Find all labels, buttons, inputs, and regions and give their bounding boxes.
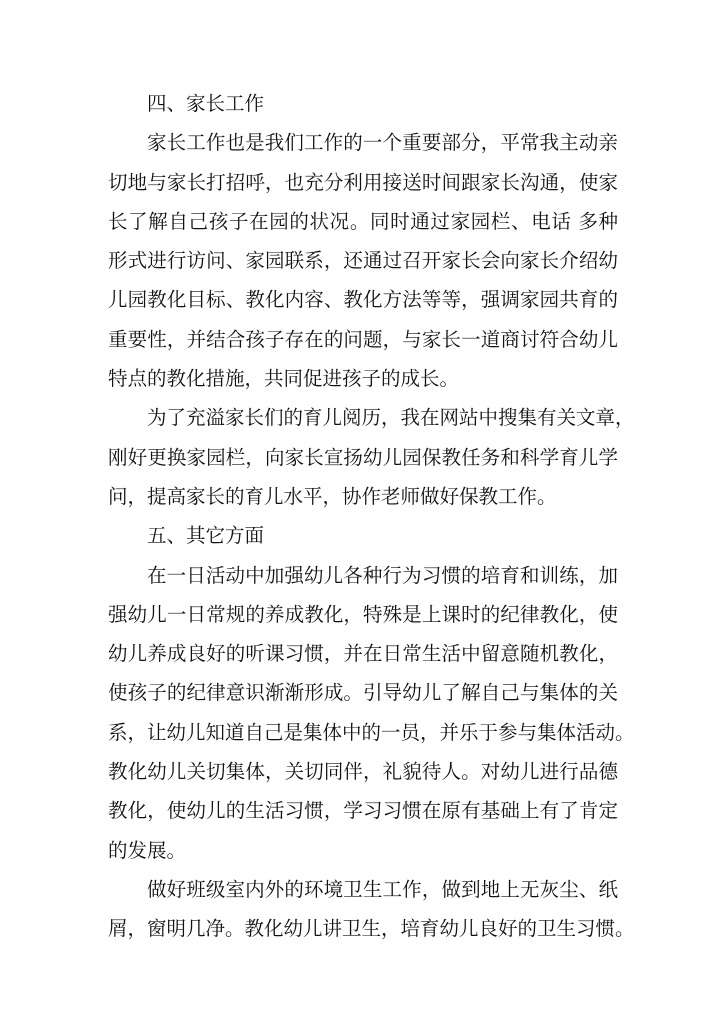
text-line: 系，让幼儿知道自己是集体中的一员，并乐于参与集体活动。 — [108, 720, 635, 744]
text-line: 强幼儿一日常规的养成教化，特殊是上课时的纪律教化，使 — [108, 602, 618, 626]
text-line: 在一日活动中加强幼儿各种行为习惯的培育和训练，加 — [147, 563, 618, 587]
text-line: 教化，使幼儿的生活习惯，学习习惯在原有基础上有了肯定 — [108, 799, 618, 823]
text-line: 儿园教化目标、教化内容、教化方法等等，强调家园共育的 — [108, 288, 618, 312]
text-line: 使孩子的纪律意识渐渐形成。引导幼儿了解自己与集体的关 — [108, 681, 618, 705]
section-parent-work — [108, 84, 635, 516]
paragraph — [108, 123, 618, 398]
text-line: 家长工作也是我们工作的一个重要部分，平常我主动亲 — [147, 131, 618, 155]
text-line: 做好班级室内外的环境卫生工作，做到地上无灰尘、纸 — [147, 877, 618, 901]
text-line: 切地与家长打招呼，也充分利用接送时间跟家长沟通，使家 — [108, 170, 618, 194]
paragraph — [108, 556, 635, 870]
paragraph — [108, 870, 635, 949]
text-line: 的发展。 — [108, 838, 187, 862]
text-line: 问，提高家长的育儿水平，协作老师做好保教工作。 — [108, 484, 557, 508]
text-line: 刚好更换家园栏，向家长宣扬幼儿园保教任务和科学育儿学 — [108, 445, 618, 469]
text-line: 长了解自己孩子在园的状况。同时通过家园栏、电话 多种 — [108, 209, 618, 233]
text-line: 教化幼儿关切集体，关切同伴，礼貌待人。对幼儿进行品德 — [108, 760, 618, 784]
text-line: 特点的教化措施，共同促进孩子的成长。 — [108, 367, 460, 391]
text-line: 重要性，并结合孩子存在的问题，与家长一道商讨符合幼儿 — [108, 327, 618, 351]
section-heading: 四、家长工作 — [147, 92, 265, 115]
section-other-aspects — [108, 516, 635, 948]
document-page — [108, 84, 635, 949]
paragraph — [108, 398, 635, 516]
text-line: 为了充溢家长们的育儿阅历，我在网站中搜集有关文章， — [147, 406, 635, 430]
text-line: 形式进行访问、家园联系，还通过召开家长会向家长介绍幼 — [108, 249, 618, 273]
section-heading: 五、其它方面 — [147, 524, 265, 548]
text-line: 屑，窗明几净。教化幼儿讲卫生，培育幼儿良好的卫生习惯。 — [108, 917, 635, 941]
text-line: 幼儿养成良好的听课习惯，并在日常生活中留意随机教化， — [108, 642, 618, 666]
